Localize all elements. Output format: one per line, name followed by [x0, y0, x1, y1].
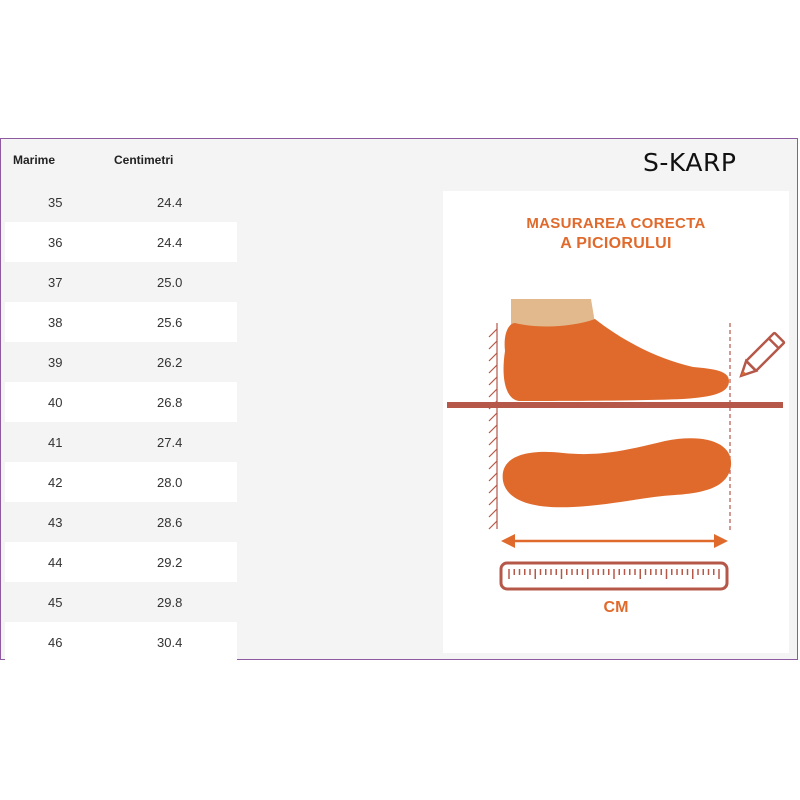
table-header	[5, 139, 237, 182]
table-row	[5, 622, 237, 662]
table-row	[5, 302, 237, 342]
ruler-icon	[501, 563, 727, 589]
table-body	[5, 182, 237, 662]
cell-centimeters: 24.4	[157, 235, 183, 250]
table-row	[5, 342, 237, 382]
cell-centimeters: 26.2	[157, 355, 183, 370]
table-row	[5, 582, 237, 622]
cell-size: 38	[48, 315, 63, 330]
unit-label: CM	[603, 599, 629, 616]
cell-centimeters: 25.6	[157, 315, 183, 330]
cell-size: 36	[48, 235, 63, 250]
table-row	[5, 422, 237, 462]
cell-size: 35	[48, 195, 63, 210]
measure-illustration	[443, 191, 789, 653]
cell-size: 41	[48, 435, 63, 450]
cell-centimeters: 26.8	[157, 395, 183, 410]
table-row	[5, 262, 237, 302]
cell-centimeters: 25.0	[157, 275, 183, 290]
wall-hatch-icon	[489, 323, 497, 529]
size-chart-panel	[0, 138, 798, 660]
cell-size: 40	[48, 395, 63, 410]
cell-size: 44	[48, 555, 63, 570]
cell-size: 46	[48, 635, 63, 650]
table-row	[5, 462, 237, 502]
cell-size: 37	[48, 275, 63, 290]
cell-size: 45	[48, 595, 63, 610]
table-row	[5, 182, 237, 222]
cell-size: 43	[48, 515, 63, 530]
cell-centimeters: 29.8	[157, 595, 183, 610]
cell-centimeters: 30.4	[157, 635, 183, 650]
table-row	[5, 222, 237, 262]
cell-size: 39	[48, 355, 63, 370]
cell-centimeters: 28.0	[157, 475, 183, 490]
cell-centimeters: 27.4	[157, 435, 183, 450]
cell-size: 42	[48, 475, 63, 490]
table-row	[5, 382, 237, 422]
foot-side-icon	[504, 319, 729, 401]
floor-line	[447, 402, 783, 408]
foot-measure-infographic	[443, 191, 789, 653]
foot-sole-icon	[503, 438, 731, 507]
brand-name: S-KARP	[643, 148, 737, 177]
pencil-icon	[736, 333, 784, 381]
header-size: Marime	[13, 153, 56, 167]
infographic-title-line1: MASURAREA CORECTA	[526, 215, 706, 232]
header-centimeters: Centimetri	[114, 153, 174, 167]
cell-centimeters: 24.4	[157, 195, 183, 210]
cell-centimeters: 29.2	[157, 555, 183, 570]
cell-centimeters: 28.6	[157, 515, 183, 530]
double-arrow-icon	[501, 534, 728, 548]
infographic-title-line2: A PICIORULUI	[560, 235, 672, 252]
table-row	[5, 542, 237, 582]
size-table	[5, 139, 237, 662]
table-row	[5, 502, 237, 542]
